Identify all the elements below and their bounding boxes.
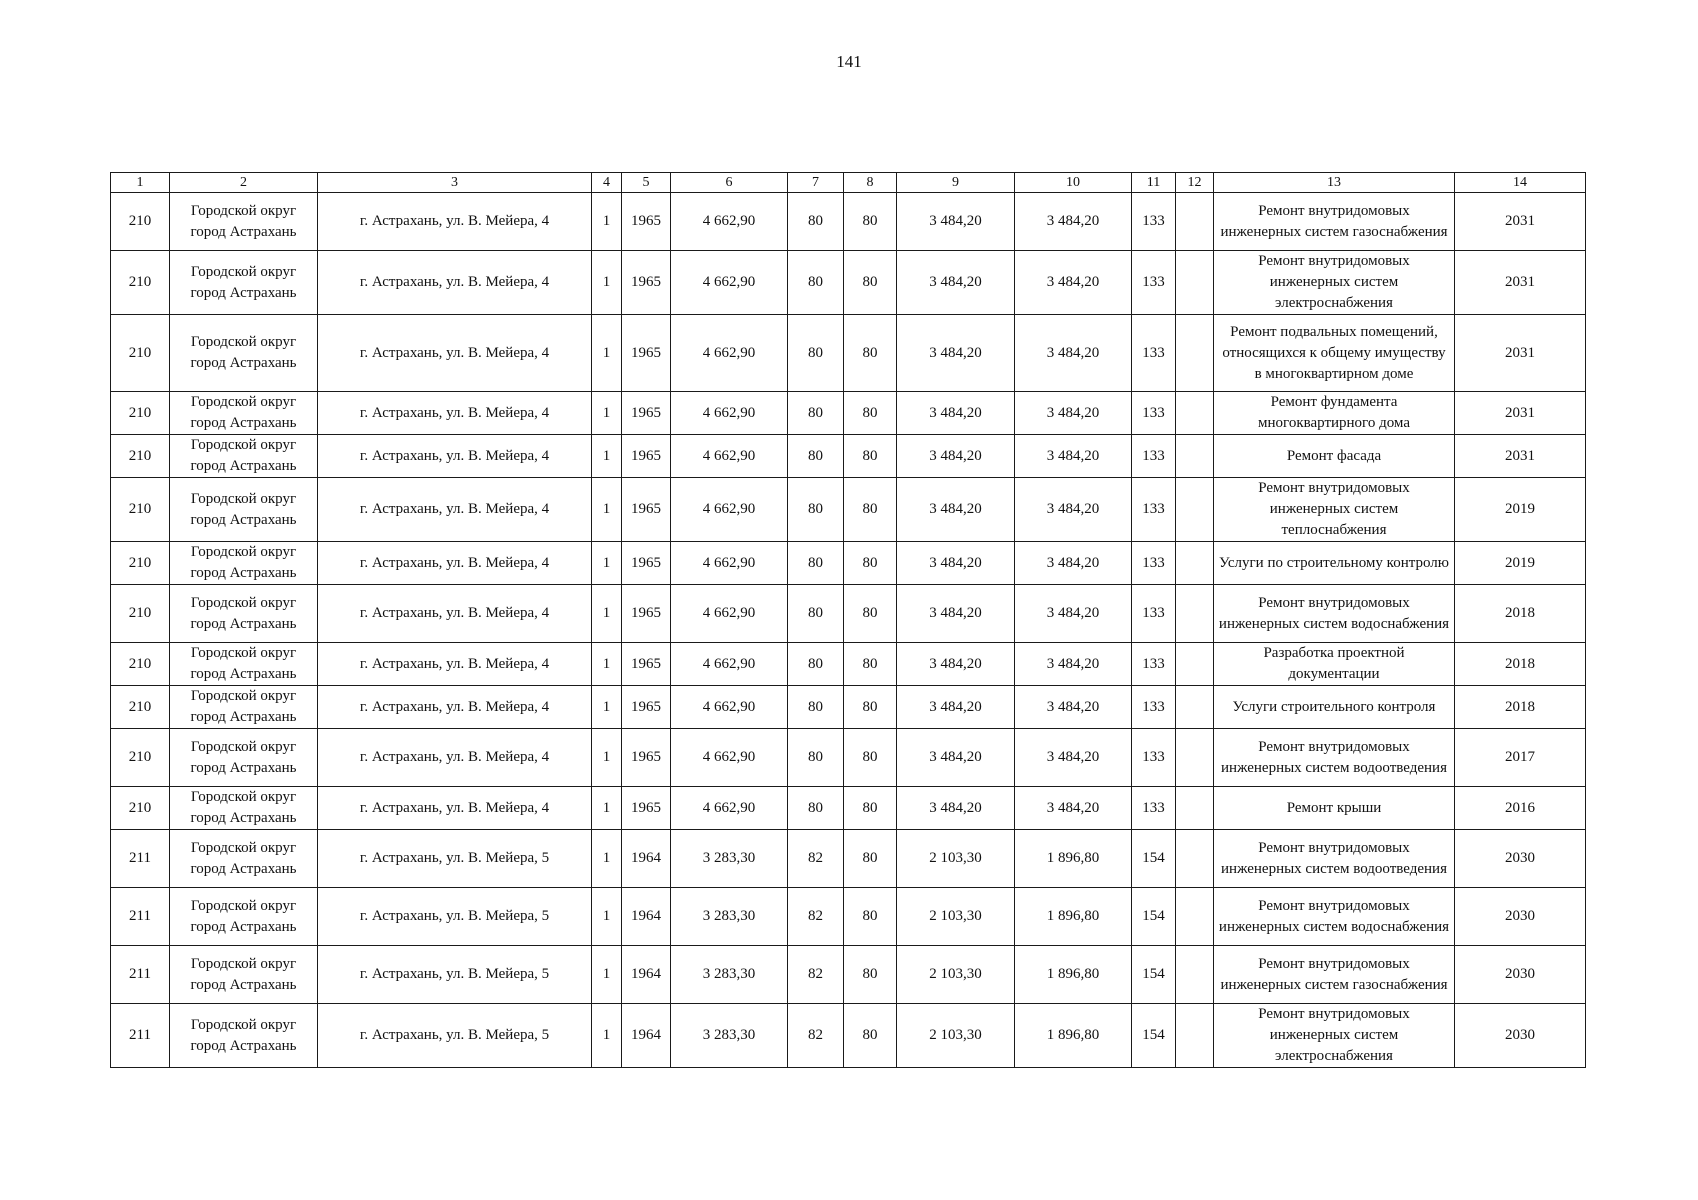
column-9-cell: 3 484,20 [897,542,1015,585]
work-type-cell: Ремонт фундамента многоквартирного дома [1214,392,1455,435]
column-7-cell: 80 [788,686,844,729]
address-cell: г. Астрахань, ул. В. Мейера, 4 [318,643,592,686]
column-4-cell: 1 [592,643,622,686]
table-row [111,392,1586,435]
column-7-cell: 80 [788,585,844,643]
column-header-9: 9 [897,173,1015,193]
repair-program-table [110,172,1586,1068]
year-built-cell: 1965 [622,542,671,585]
column-12-cell [1176,542,1214,585]
total-area-cell: 4 662,90 [671,315,788,392]
column-7-cell: 80 [788,729,844,787]
year-built-cell: 1965 [622,251,671,315]
column-9-cell: 3 484,20 [897,193,1015,251]
address-cell: г. Астрахань, ул. В. Мейера, 4 [318,686,592,729]
column-4-cell: 1 [592,392,622,435]
total-area-cell: 3 283,30 [671,946,788,1004]
municipality-cell: Городской округ город Астрахань [170,478,318,542]
table-row [111,643,1586,686]
planned-year-cell: 2030 [1455,1004,1586,1068]
work-type-cell: Ремонт подвальных помещений, относящихся к общему имуществу в многоквартирном доме [1214,315,1455,392]
column-9-cell: 2 103,30 [897,888,1015,946]
row-number-cell: 210 [111,193,170,251]
column-10-cell: 3 484,20 [1015,686,1132,729]
column-4-cell: 1 [592,729,622,787]
column-7-cell: 82 [788,830,844,888]
municipality-cell: Городской округ город Астрахань [170,643,318,686]
column-9-cell: 2 103,30 [897,1004,1015,1068]
table-row [111,787,1586,830]
planned-year-cell: 2031 [1455,435,1586,478]
table-row [111,830,1586,888]
column-header-1: 1 [111,173,170,193]
total-area-cell: 4 662,90 [671,585,788,643]
column-8-cell: 80 [844,830,897,888]
row-number-cell: 211 [111,946,170,1004]
work-type-cell: Услуги по строительному контролю [1214,542,1455,585]
total-area-cell: 3 283,30 [671,830,788,888]
column-11-cell: 133 [1132,585,1176,643]
row-number-cell: 210 [111,251,170,315]
year-built-cell: 1965 [622,686,671,729]
column-10-cell: 3 484,20 [1015,193,1132,251]
column-10-cell: 3 484,20 [1015,392,1132,435]
column-7-cell: 80 [788,478,844,542]
column-10-cell: 3 484,20 [1015,315,1132,392]
column-8-cell: 80 [844,193,897,251]
table-row [111,888,1586,946]
work-type-cell: Услуги строительного контроля [1214,686,1455,729]
municipality-cell: Городской округ город Астрахань [170,251,318,315]
row-number-cell: 210 [111,315,170,392]
column-9-cell: 3 484,20 [897,435,1015,478]
column-8-cell: 80 [844,946,897,1004]
year-built-cell: 1965 [622,787,671,830]
total-area-cell: 4 662,90 [671,478,788,542]
column-8-cell: 80 [844,643,897,686]
column-9-cell: 3 484,20 [897,787,1015,830]
column-11-cell: 133 [1132,315,1176,392]
column-7-cell: 82 [788,1004,844,1068]
column-12-cell [1176,1004,1214,1068]
column-8-cell: 80 [844,686,897,729]
column-4-cell: 1 [592,251,622,315]
total-area-cell: 4 662,90 [671,643,788,686]
column-7-cell: 82 [788,888,844,946]
municipality-cell: Городской округ город Астрахань [170,830,318,888]
column-12-cell [1176,193,1214,251]
total-area-cell: 4 662,90 [671,193,788,251]
planned-year-cell: 2031 [1455,392,1586,435]
address-cell: г. Астрахань, ул. В. Мейера, 5 [318,888,592,946]
row-number-cell: 210 [111,787,170,830]
work-type-cell: Ремонт внутридомовых инженерных систем газоснабжения [1214,946,1455,1004]
column-9-cell: 3 484,20 [897,585,1015,643]
column-10-cell: 3 484,20 [1015,585,1132,643]
column-7-cell: 80 [788,193,844,251]
year-built-cell: 1964 [622,946,671,1004]
column-7-cell: 80 [788,643,844,686]
work-type-cell: Разработка проектной документации [1214,643,1455,686]
row-number-cell: 210 [111,643,170,686]
year-built-cell: 1965 [622,193,671,251]
address-cell: г. Астрахань, ул. В. Мейера, 4 [318,585,592,643]
column-8-cell: 80 [844,251,897,315]
column-12-cell [1176,830,1214,888]
total-area-cell: 4 662,90 [671,542,788,585]
row-number-cell: 210 [111,435,170,478]
column-11-cell: 133 [1132,392,1176,435]
column-8-cell: 80 [844,392,897,435]
work-type-cell: Ремонт внутридомовых инженерных систем водоснабжения [1214,585,1455,643]
planned-year-cell: 2031 [1455,251,1586,315]
column-8-cell: 80 [844,435,897,478]
column-12-cell [1176,787,1214,830]
address-cell: г. Астрахань, ул. В. Мейера, 5 [318,946,592,1004]
table-row [111,193,1586,251]
column-9-cell: 2 103,30 [897,946,1015,1004]
table-row [111,478,1586,542]
planned-year-cell: 2030 [1455,888,1586,946]
address-cell: г. Астрахань, ул. В. Мейера, 4 [318,193,592,251]
table-row [111,946,1586,1004]
column-8-cell: 80 [844,888,897,946]
column-header-7: 7 [788,173,844,193]
column-header-13: 13 [1214,173,1455,193]
table-row [111,251,1586,315]
total-area-cell: 3 283,30 [671,888,788,946]
year-built-cell: 1965 [622,315,671,392]
column-7-cell: 80 [788,787,844,830]
address-cell: г. Астрахань, ул. В. Мейера, 4 [318,787,592,830]
work-type-cell: Ремонт внутридомовых инженерных систем электроснабжения [1214,1004,1455,1068]
column-11-cell: 154 [1132,946,1176,1004]
column-12-cell [1176,478,1214,542]
column-10-cell: 3 484,20 [1015,787,1132,830]
column-9-cell: 3 484,20 [897,478,1015,542]
column-7-cell: 80 [788,435,844,478]
column-7-cell: 80 [788,315,844,392]
column-header-2: 2 [170,173,318,193]
column-10-cell: 3 484,20 [1015,435,1132,478]
column-9-cell: 2 103,30 [897,830,1015,888]
column-12-cell [1176,946,1214,1004]
column-9-cell: 3 484,20 [897,729,1015,787]
planned-year-cell: 2019 [1455,542,1586,585]
column-header-5: 5 [622,173,671,193]
column-8-cell: 80 [844,585,897,643]
planned-year-cell: 2031 [1455,193,1586,251]
address-cell: г. Астрахань, ул. В. Мейера, 5 [318,1004,592,1068]
column-12-cell [1176,643,1214,686]
year-built-cell: 1965 [622,435,671,478]
column-12-cell [1176,888,1214,946]
column-9-cell: 3 484,20 [897,643,1015,686]
table-row [111,686,1586,729]
table-row [111,542,1586,585]
table-row [111,585,1586,643]
column-10-cell: 3 484,20 [1015,542,1132,585]
row-number-cell: 210 [111,585,170,643]
page-number: 141 [836,52,862,71]
column-4-cell: 1 [592,585,622,643]
column-12-cell [1176,686,1214,729]
column-4-cell: 1 [592,478,622,542]
column-10-cell: 1 896,80 [1015,830,1132,888]
row-number-cell: 210 [111,542,170,585]
row-number-cell: 210 [111,392,170,435]
municipality-cell: Городской округ город Астрахань [170,435,318,478]
column-4-cell: 1 [592,888,622,946]
planned-year-cell: 2019 [1455,478,1586,542]
planned-year-cell: 2018 [1455,643,1586,686]
column-header-11: 11 [1132,173,1176,193]
column-12-cell [1176,729,1214,787]
planned-year-cell: 2016 [1455,787,1586,830]
column-11-cell: 133 [1132,478,1176,542]
column-10-cell: 3 484,20 [1015,729,1132,787]
column-11-cell: 154 [1132,888,1176,946]
planned-year-cell: 2030 [1455,830,1586,888]
municipality-cell: Городской округ город Астрахань [170,1004,318,1068]
total-area-cell: 4 662,90 [671,787,788,830]
work-type-cell: Ремонт внутридомовых инженерных систем электроснабжения [1214,251,1455,315]
column-10-cell: 1 896,80 [1015,946,1132,1004]
address-cell: г. Астрахань, ул. В. Мейера, 4 [318,478,592,542]
column-header-6: 6 [671,173,788,193]
column-8-cell: 80 [844,1004,897,1068]
column-4-cell: 1 [592,830,622,888]
year-built-cell: 1965 [622,585,671,643]
column-9-cell: 3 484,20 [897,315,1015,392]
column-7-cell: 82 [788,946,844,1004]
total-area-cell: 3 283,30 [671,1004,788,1068]
work-type-cell: Ремонт внутридомовых инженерных систем газоснабжения [1214,193,1455,251]
column-12-cell [1176,585,1214,643]
row-number-cell: 211 [111,1004,170,1068]
planned-year-cell: 2017 [1455,729,1586,787]
table-header-row [111,173,1586,193]
year-built-cell: 1965 [622,392,671,435]
address-cell: г. Астрахань, ул. В. Мейера, 4 [318,542,592,585]
column-9-cell: 3 484,20 [897,686,1015,729]
table-row [111,729,1586,787]
column-12-cell [1176,392,1214,435]
column-11-cell: 133 [1132,435,1176,478]
address-cell: г. Астрахань, ул. В. Мейера, 4 [318,435,592,478]
row-number-cell: 210 [111,729,170,787]
column-4-cell: 1 [592,542,622,585]
municipality-cell: Городской округ город Астрахань [170,542,318,585]
column-11-cell: 133 [1132,787,1176,830]
planned-year-cell: 2018 [1455,686,1586,729]
address-cell: г. Астрахань, ул. В. Мейера, 4 [318,729,592,787]
year-built-cell: 1965 [622,478,671,542]
work-type-cell: Ремонт внутридомовых инженерных систем водоснабжения [1214,888,1455,946]
table-body [111,193,1586,1068]
municipality-cell: Городской округ город Астрахань [170,585,318,643]
column-8-cell: 80 [844,478,897,542]
column-9-cell: 3 484,20 [897,392,1015,435]
column-4-cell: 1 [592,193,622,251]
total-area-cell: 4 662,90 [671,392,788,435]
municipality-cell: Городской округ город Астрахань [170,729,318,787]
column-11-cell: 133 [1132,542,1176,585]
table-row [111,435,1586,478]
column-11-cell: 133 [1132,643,1176,686]
work-type-cell: Ремонт крыши [1214,787,1455,830]
table-row [111,315,1586,392]
column-header-12: 12 [1176,173,1214,193]
total-area-cell: 4 662,90 [671,435,788,478]
column-8-cell: 80 [844,542,897,585]
year-built-cell: 1965 [622,643,671,686]
municipality-cell: Городской округ город Астрахань [170,315,318,392]
column-10-cell: 3 484,20 [1015,478,1132,542]
column-11-cell: 133 [1132,729,1176,787]
table-row [111,1004,1586,1068]
column-4-cell: 1 [592,315,622,392]
column-7-cell: 80 [788,542,844,585]
total-area-cell: 4 662,90 [671,251,788,315]
column-12-cell [1176,435,1214,478]
work-type-cell: Ремонт фасада [1214,435,1455,478]
column-9-cell: 3 484,20 [897,251,1015,315]
column-12-cell [1176,251,1214,315]
column-7-cell: 80 [788,251,844,315]
column-4-cell: 1 [592,686,622,729]
row-number-cell: 211 [111,830,170,888]
column-10-cell: 3 484,20 [1015,251,1132,315]
work-type-cell: Ремонт внутридомовых инженерных систем водоотведения [1214,729,1455,787]
row-number-cell: 210 [111,686,170,729]
column-8-cell: 80 [844,315,897,392]
column-11-cell: 154 [1132,830,1176,888]
address-cell: г. Астрахань, ул. В. Мейера, 4 [318,315,592,392]
total-area-cell: 4 662,90 [671,729,788,787]
municipality-cell: Городской округ город Астрахань [170,787,318,830]
column-10-cell: 3 484,20 [1015,643,1132,686]
planned-year-cell: 2018 [1455,585,1586,643]
work-type-cell: Ремонт внутридомовых инженерных систем водоотведения [1214,830,1455,888]
column-8-cell: 80 [844,729,897,787]
column-header-3: 3 [318,173,592,193]
year-built-cell: 1964 [622,888,671,946]
municipality-cell: Городской округ город Астрахань [170,193,318,251]
year-built-cell: 1965 [622,729,671,787]
column-header-8: 8 [844,173,897,193]
column-header-4: 4 [592,173,622,193]
row-number-cell: 211 [111,888,170,946]
address-cell: г. Астрахань, ул. В. Мейера, 4 [318,392,592,435]
planned-year-cell: 2030 [1455,946,1586,1004]
address-cell: г. Астрахань, ул. В. Мейера, 5 [318,830,592,888]
column-4-cell: 1 [592,787,622,830]
column-header-14: 14 [1455,173,1586,193]
municipality-cell: Городской округ город Астрахань [170,392,318,435]
total-area-cell: 4 662,90 [671,686,788,729]
column-4-cell: 1 [592,435,622,478]
column-11-cell: 133 [1132,251,1176,315]
municipality-cell: Городской округ город Астрахань [170,686,318,729]
column-10-cell: 1 896,80 [1015,888,1132,946]
column-4-cell: 1 [592,1004,622,1068]
column-12-cell [1176,315,1214,392]
column-10-cell: 1 896,80 [1015,1004,1132,1068]
column-11-cell: 133 [1132,193,1176,251]
year-built-cell: 1964 [622,1004,671,1068]
column-7-cell: 80 [788,392,844,435]
work-type-cell: Ремонт внутридомовых инженерных систем теплоснабжения [1214,478,1455,542]
column-4-cell: 1 [592,946,622,1004]
year-built-cell: 1964 [622,830,671,888]
address-cell: г. Астрахань, ул. В. Мейера, 4 [318,251,592,315]
column-8-cell: 80 [844,787,897,830]
municipality-cell: Городской округ город Астрахань [170,888,318,946]
column-11-cell: 133 [1132,686,1176,729]
column-header-10: 10 [1015,173,1132,193]
column-11-cell: 154 [1132,1004,1176,1068]
planned-year-cell: 2031 [1455,315,1586,392]
row-number-cell: 210 [111,478,170,542]
municipality-cell: Городской округ город Астрахань [170,946,318,1004]
